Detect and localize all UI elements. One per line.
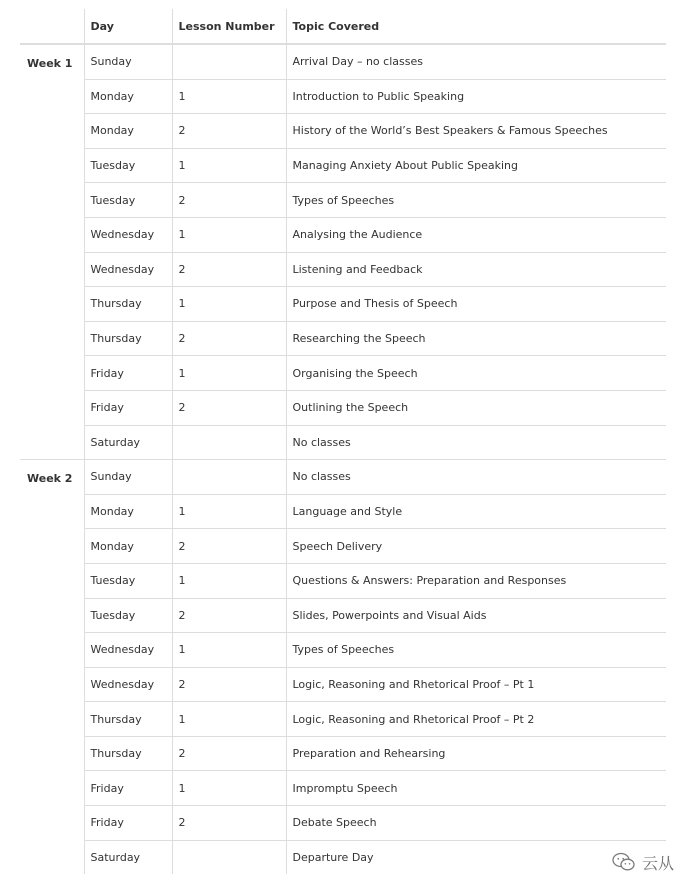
topic-cell: Types of Speeches xyxy=(286,633,666,668)
schedule-table xyxy=(20,9,666,874)
day-cell: Saturday xyxy=(84,840,172,874)
header-row xyxy=(20,9,666,44)
lesson-number-cell: 1 xyxy=(172,702,286,737)
topic-cell: Types of Speeches xyxy=(286,183,666,218)
table-body xyxy=(20,44,666,874)
topic-cell: Impromptu Speech xyxy=(286,771,666,806)
table-row xyxy=(20,702,666,737)
topic-cell: No classes xyxy=(286,425,666,460)
topic-cell: Departure Day xyxy=(286,840,666,874)
header-topic-covered: Topic Covered xyxy=(286,9,666,44)
day-cell: Wednesday xyxy=(84,667,172,702)
table-row xyxy=(20,183,666,218)
topic-cell: Organising the Speech xyxy=(286,356,666,391)
day-cell: Thursday xyxy=(84,736,172,771)
day-cell: Tuesday xyxy=(84,148,172,183)
lesson-number-cell: 1 xyxy=(172,79,286,114)
lesson-number-cell xyxy=(172,44,286,79)
topic-cell: Slides, Powerpoints and Visual Aids xyxy=(286,598,666,633)
day-cell: Friday xyxy=(84,806,172,841)
topic-cell: Preparation and Rehearsing xyxy=(286,736,666,771)
lesson-number-cell: 2 xyxy=(172,252,286,287)
topic-cell: Researching the Speech xyxy=(286,321,666,356)
table-row xyxy=(20,633,666,668)
day-cell: Wednesday xyxy=(84,633,172,668)
header-week xyxy=(20,9,84,44)
day-cell: Friday xyxy=(84,771,172,806)
topic-cell: Purpose and Thesis of Speech xyxy=(286,287,666,322)
lesson-number-cell: 1 xyxy=(172,633,286,668)
lesson-number-cell xyxy=(172,840,286,874)
topic-cell: Debate Speech xyxy=(286,806,666,841)
week-label: Week 2 xyxy=(20,460,84,875)
table-row xyxy=(20,390,666,425)
table-row xyxy=(20,114,666,149)
lesson-number-cell: 2 xyxy=(172,183,286,218)
lesson-number-cell xyxy=(172,425,286,460)
topic-cell: Listening and Feedback xyxy=(286,252,666,287)
day-cell: Monday xyxy=(84,494,172,529)
table-row xyxy=(20,494,666,529)
table-row xyxy=(20,460,666,495)
day-cell: Thursday xyxy=(84,287,172,322)
day-cell: Sunday xyxy=(84,44,172,79)
table-row xyxy=(20,529,666,564)
table-row xyxy=(20,806,666,841)
wechat-logo-icon xyxy=(612,852,636,872)
lesson-number-cell: 2 xyxy=(172,667,286,702)
lesson-number-cell: 1 xyxy=(172,563,286,598)
table-row xyxy=(20,44,666,79)
topic-cell: Logic, Reasoning and Rhetorical Proof – Pt 1 xyxy=(286,667,666,702)
lesson-number-cell: 1 xyxy=(172,356,286,391)
lesson-number-cell: 1 xyxy=(172,494,286,529)
watermark-text: 云从 xyxy=(642,853,675,873)
table-row xyxy=(20,148,666,183)
week-label: Week 1 xyxy=(20,44,84,460)
topic-cell: Language and Style xyxy=(286,494,666,529)
topic-cell: Logic, Reasoning and Rhetorical Proof – Pt 2 xyxy=(286,702,666,737)
lesson-number-cell: 1 xyxy=(172,217,286,252)
topic-cell: Managing Anxiety About Public Speaking xyxy=(286,148,666,183)
table-row xyxy=(20,667,666,702)
day-cell: Monday xyxy=(84,114,172,149)
day-cell: Sunday xyxy=(84,460,172,495)
topic-cell: History of the World’s Best Speakers & Famous Speeches xyxy=(286,114,666,149)
table-row xyxy=(20,771,666,806)
table-row xyxy=(20,598,666,633)
day-cell: Wednesday xyxy=(84,252,172,287)
day-cell: Tuesday xyxy=(84,563,172,598)
lesson-number-cell: 2 xyxy=(172,529,286,564)
topic-cell: Speech Delivery xyxy=(286,529,666,564)
lesson-number-cell xyxy=(172,460,286,495)
day-cell: Monday xyxy=(84,529,172,564)
day-cell: Tuesday xyxy=(84,598,172,633)
table-row xyxy=(20,287,666,322)
lesson-number-cell: 2 xyxy=(172,114,286,149)
lesson-number-cell: 2 xyxy=(172,598,286,633)
table-row xyxy=(20,217,666,252)
table-row xyxy=(20,356,666,391)
header-day: Day xyxy=(84,9,172,44)
table-row xyxy=(20,425,666,460)
topic-cell: Questions & Answers: Preparation and Responses xyxy=(286,563,666,598)
watermark xyxy=(612,851,674,873)
table-row xyxy=(20,252,666,287)
table-row xyxy=(20,563,666,598)
lesson-number-cell: 1 xyxy=(172,771,286,806)
table-header xyxy=(20,9,666,44)
lesson-number-cell: 2 xyxy=(172,390,286,425)
lesson-number-cell: 2 xyxy=(172,806,286,841)
day-cell: Monday xyxy=(84,79,172,114)
day-cell: Tuesday xyxy=(84,183,172,218)
table-row xyxy=(20,79,666,114)
topic-cell: Analysing the Audience xyxy=(286,217,666,252)
day-cell: Friday xyxy=(84,356,172,391)
day-cell: Thursday xyxy=(84,321,172,356)
table-row xyxy=(20,321,666,356)
lesson-number-cell: 1 xyxy=(172,287,286,322)
day-cell: Wednesday xyxy=(84,217,172,252)
day-cell: Thursday xyxy=(84,702,172,737)
header-lesson-number: Lesson Number xyxy=(172,9,286,44)
topic-cell: Arrival Day – no classes xyxy=(286,44,666,79)
lesson-number-cell: 2 xyxy=(172,736,286,771)
topic-cell: Introduction to Public Speaking xyxy=(286,79,666,114)
day-cell: Saturday xyxy=(84,425,172,460)
lesson-number-cell: 1 xyxy=(172,148,286,183)
day-cell: Friday xyxy=(84,390,172,425)
lesson-number-cell: 2 xyxy=(172,321,286,356)
table-row xyxy=(20,840,666,874)
topic-cell: No classes xyxy=(286,460,666,495)
topic-cell: Outlining the Speech xyxy=(286,390,666,425)
table-row xyxy=(20,736,666,771)
